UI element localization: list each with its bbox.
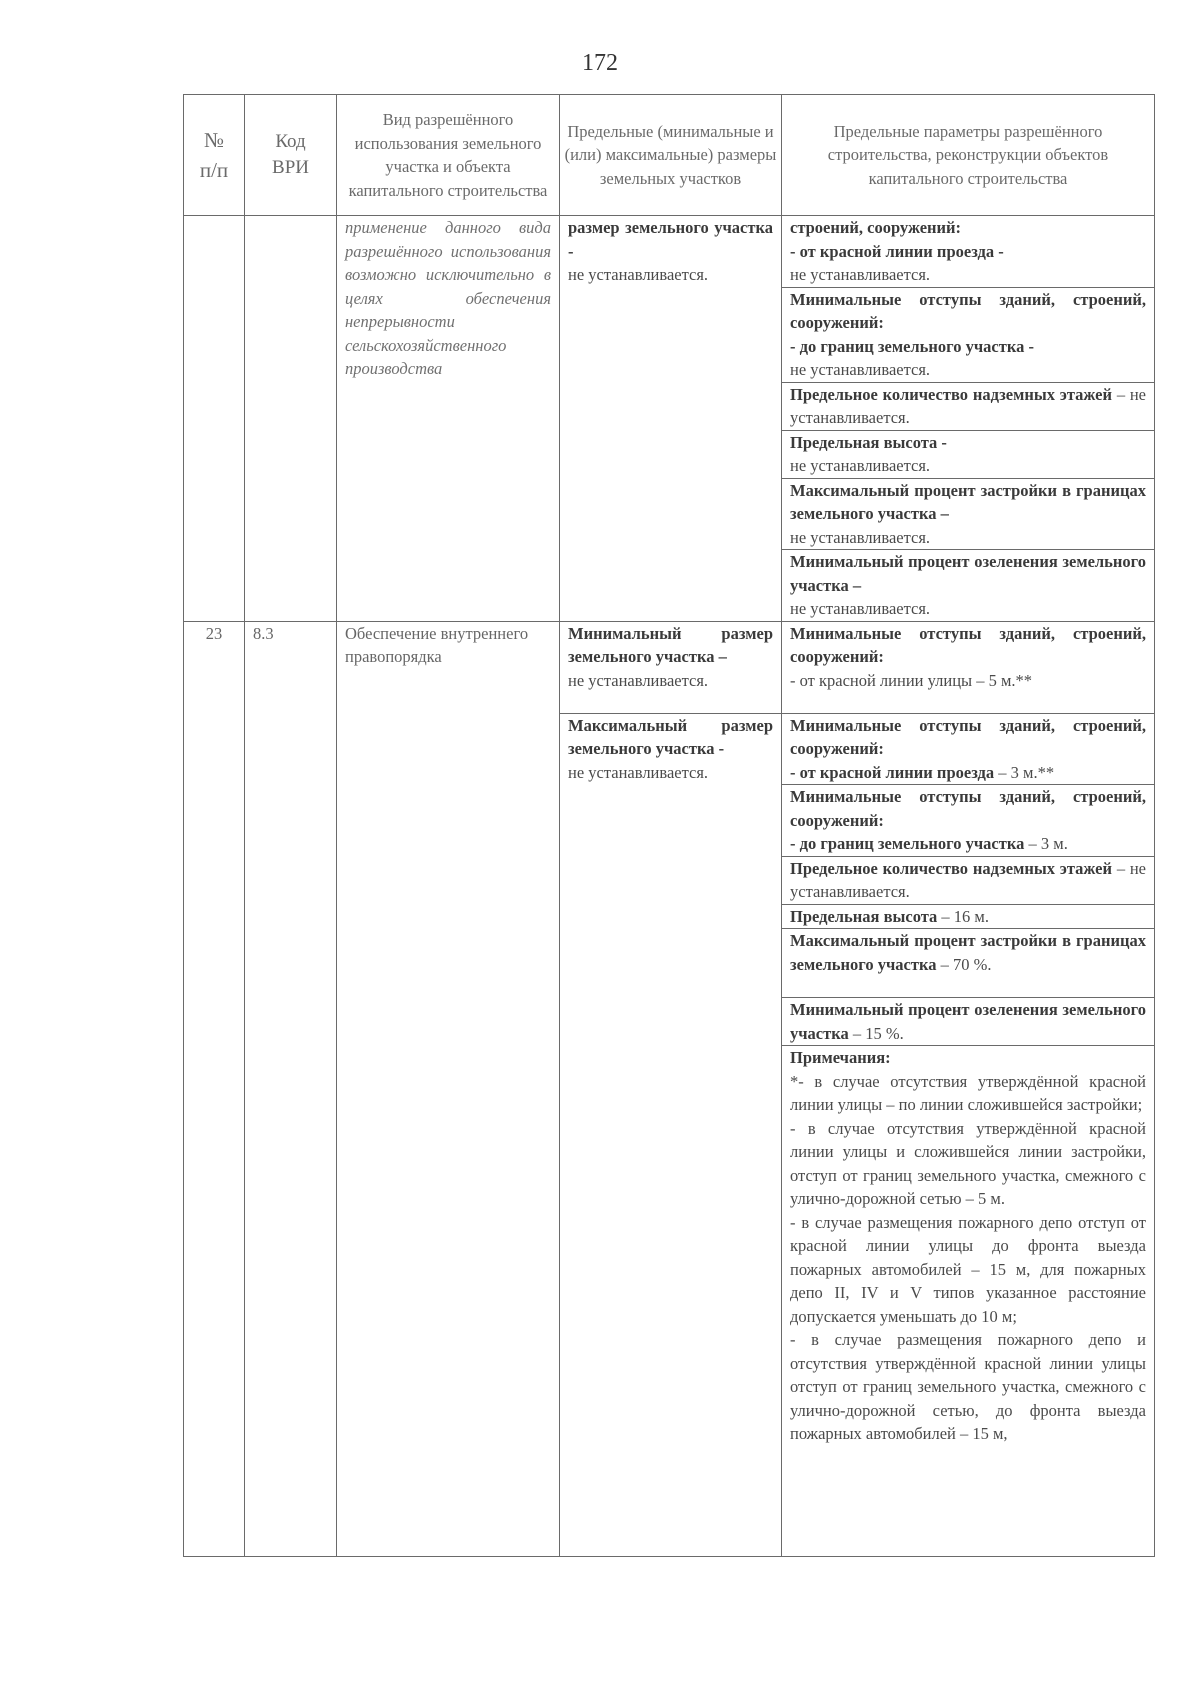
- header-code: [245, 95, 337, 216]
- cell-code-empty: [245, 216, 337, 622]
- param-value: не устанавливается.: [790, 360, 931, 379]
- param-value: не устанавливается.: [790, 265, 931, 284]
- param-bold: Максимальный процент застройки в границах земельного участка: [790, 931, 1146, 974]
- param-cell: [782, 856, 1155, 904]
- table-row-continued: [184, 216, 1155, 288]
- param-value: не устанавливается.: [790, 527, 931, 547]
- param-bold-2: - от красной линии проезда -: [790, 241, 1004, 261]
- param-value: – 3 м.**: [998, 762, 1055, 782]
- param-value: - от красной линии улицы – 5 м.**: [790, 670, 1033, 690]
- note-item: - в случае размещения пожарного депо отступ от красной линии улицы до фронта выезда пожарных автомобилей – 15 м, для пожарных депо II, IV и V типов указанное расстояние допускается уменьшать до 10 м;: [790, 1212, 1146, 1326]
- page-number: 172: [582, 50, 618, 76]
- header-params: Предельные параметры разрешённого строительства, реконструкции объектов капитального строительства: [782, 95, 1155, 216]
- param-bold: Максимальный процент застройки в границах земельного участка –: [790, 480, 1146, 523]
- cell-num: 23: [184, 621, 245, 1557]
- header-use-type: Вид разрешённого использования земельного участка и объекта капитального строительства: [337, 95, 560, 216]
- zoning-parameters-table: [183, 94, 1155, 1557]
- param-value: – 16 м.: [941, 906, 989, 926]
- header-num-text: № п/п: [199, 128, 229, 182]
- note-item: - в случае отсутствия утверждённой красной линии улицы и сложившейся линии застройки, отступ от границ земельного участка, смежного с улично-дорожной сетью – 5 м.: [790, 1118, 1146, 1208]
- plot-min-bold: Минимальный размер земельного участка –: [568, 623, 773, 666]
- plot-max-bold: Максимальный размер земельного участка -: [568, 715, 773, 758]
- cell-use-type-note: применение данного вида разрешённого использования возможно исключительно в целях обеспечения непрерывности сельскохозяйственного производства: [337, 216, 560, 622]
- param-bold: Предельное количество надземных этажей: [790, 384, 1113, 404]
- cell-code: 8.3: [245, 621, 337, 1557]
- notes-title: Примечания:: [790, 1048, 891, 1067]
- table-row-23: [184, 621, 1155, 713]
- param-bold: Минимальный процент озеленения земельного участка: [790, 1000, 1146, 1043]
- header-code-text: Код ВРИ: [272, 131, 309, 178]
- plot-size-normal: не устанавливается.: [568, 265, 709, 284]
- param-value: не устанавливается.: [790, 599, 931, 618]
- param-cell: [782, 382, 1155, 430]
- note-item: - в случае размещения пожарного депо и отсутствия утверждённой красной линии улицы отступ от границ земельного участка, смежного с улично-дорожной сетью, до фронта выезда пожарных автомобилей – 15 м,: [790, 1330, 1146, 1443]
- param-cell: [782, 430, 1155, 478]
- param-cell: [782, 929, 1155, 998]
- param-cell: [782, 785, 1155, 857]
- param-bold: Минимальные отступы зданий, строений, сооружений:: [790, 715, 1146, 758]
- plot-min-normal: не устанавливается.: [568, 670, 709, 690]
- param-value: – 70 %.: [940, 954, 992, 974]
- param-value: – 15 %.: [852, 1023, 904, 1043]
- table-header-row: [184, 95, 1155, 216]
- param-cell: [782, 287, 1155, 382]
- param-cell: [782, 216, 1155, 288]
- cell-plot-min: [560, 621, 782, 713]
- param-cell: [782, 713, 1155, 785]
- plot-max-normal: не устанавливается.: [568, 762, 709, 782]
- param-bold: Предельное количество надземных этажей: [790, 858, 1113, 878]
- param-bold: Предельная высота -: [790, 432, 947, 452]
- param-cell: [782, 478, 1155, 550]
- cell-use-type: Обеспечение внутреннего правопорядка: [337, 621, 560, 1557]
- plot-size-bold: размер земельного участка -: [568, 218, 773, 261]
- header-num: [184, 95, 245, 216]
- param-bold: Минимальные отступы зданий, строений, сооружений:: [790, 787, 1146, 830]
- cell-plot-size-cont: [560, 216, 782, 622]
- param-value: – не устанавливается.: [790, 384, 1147, 427]
- param-cell: [782, 550, 1155, 622]
- param-bold-2: - до границ земельного участка -: [790, 336, 1034, 356]
- param-bold: строений, сооружений:: [790, 218, 962, 237]
- cell-num-empty: [184, 216, 245, 622]
- param-bold: Минимальный процент озеленения земельного участка –: [790, 552, 1146, 595]
- header-plot-size: Предельные (минимальные и (или) максимальные) размеры земельных участков: [560, 95, 782, 216]
- param-value: – 3 м.: [1028, 834, 1068, 853]
- param-value: – не устанавливается.: [790, 858, 1147, 901]
- param-bold-2: - до границ земельного участка: [790, 834, 1025, 853]
- note-item: *- в случае отсутствия утверждённой красной линии улицы – по линии сложившейся застройки;: [790, 1071, 1146, 1114]
- param-cell: [782, 621, 1155, 713]
- notes-cell: [782, 1046, 1155, 1557]
- param-bold: Предельная высота: [790, 906, 938, 926]
- param-cell: [782, 998, 1155, 1046]
- param-bold: Минимальные отступы зданий, строений, сооружений:: [790, 289, 1146, 332]
- param-value: не устанавливается.: [790, 456, 931, 475]
- param-cell: [782, 904, 1155, 929]
- param-bold: Минимальные отступы зданий, строений, сооружений:: [790, 623, 1146, 666]
- cell-plot-max: [560, 713, 782, 1557]
- param-bold-2: - от красной линии проезда: [790, 762, 995, 782]
